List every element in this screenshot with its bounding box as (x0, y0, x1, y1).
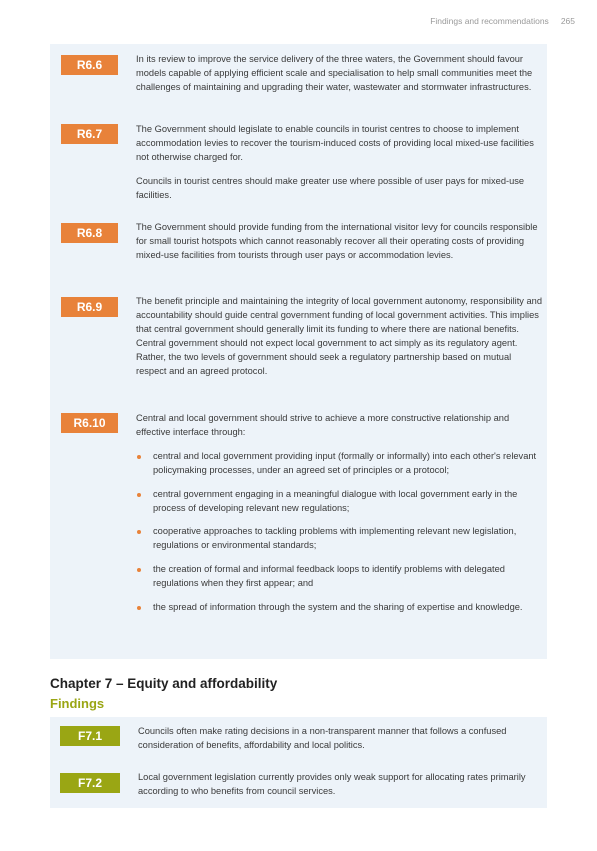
recommendation-paragraph: The Government should provide funding from the international visitor levy for councils responsible for small tourist hotspots which cannot reasonably recover all their operating costs of providing mixed-use facilities from tourists through user pays or accommodation levies. (136, 222, 538, 260)
finding-badge: F7.1 (60, 726, 120, 746)
recommendation-text (136, 412, 543, 615)
running-title: Findings and recommendations (430, 16, 549, 26)
recommendation-paragraph: In its review to improve the service delivery of the three waters, the Government should favour models capable of applying efficient scale and specialisation to help small communities meet the challenges of maintaining and upgrading their water, wastewater and stormwater infrastructures. (136, 54, 533, 92)
bullet-list (136, 450, 543, 615)
recommendation-badge: R6.9 (61, 297, 118, 317)
bullet-item: the spread of information through the system and the sharing of expertise and knowledge. (136, 601, 543, 615)
finding-text: Councils often make rating decisions in a non-transparent manner that follows a confused consideration of benefits, affordability and local politics. (138, 726, 507, 750)
recommendation-badge: R6.10 (61, 413, 118, 433)
recommendation-badge: R6.8 (61, 223, 118, 243)
recommendation-text (136, 53, 543, 95)
recommendation-badge: R6.7 (61, 124, 118, 144)
finding-badge: F7.2 (60, 773, 120, 793)
finding-text: Local government legislation currently provides only weak support for allocating rates primarily according to who benefits from council services. (138, 772, 526, 796)
recommendation-text (136, 123, 543, 203)
bullet-dot-icon (137, 530, 141, 534)
findings-heading: Findings (50, 696, 105, 711)
recommendation-paragraph: The benefit principle and maintaining the integrity of local government autonomy, responsibility and accountability should guide central government funding of local government activities. This implies that central government should generally limit its funding to where there are national benefits. Central government should not expect local government to act simply as its regulatory agent. Rather, the two levels of government should seek a regulatory partnership based on mutual respect and an agreed protocol. (136, 296, 543, 376)
bullet-item: the creation of formal and informal feedback loops to identify problems with delegated regulations when they first appear; and (136, 563, 543, 591)
chapter-heading: Chapter 7 – Equity and affordability (50, 676, 278, 691)
recommendation-text (136, 221, 543, 263)
page-number: 265 (560, 16, 575, 26)
bullet-item: central and local government providing input (formally or informally) into each other's relevant policymaking processes, under an agreed set of principles or a protocol; (136, 450, 543, 478)
bullet-dot-icon (137, 606, 141, 610)
recommendations-panel (50, 44, 547, 659)
bullet-dot-icon (137, 493, 141, 497)
findings-panel (50, 717, 547, 808)
bullet-dot-icon (137, 568, 141, 572)
recommendation-badge: R6.6 (61, 55, 118, 75)
bullet-item: cooperative approaches to tackling problems with implementing relevant new legislation, regulations or environmental standards; (136, 525, 543, 553)
recommendation-text (136, 295, 543, 378)
bullet-dot-icon (137, 455, 141, 459)
bullet-item: central government engaging in a meaningful dialogue with local government early in the process of developing relevant new regulations; (136, 488, 543, 516)
recommendation-paragraph: The Government should legislate to enable councils in tourist centres to choose to implement accommodation levies to recover the tourism-induced costs of providing local mixed-use facilities not otherwise charged for. (136, 124, 534, 162)
recommendation-intro: Central and local government should strive to achieve a more constructive relationship and effective interface through: (136, 413, 510, 437)
recommendation-paragraph: Councils in tourist centres should make greater use where possible of user pays for mixed-use facilities. (136, 175, 525, 200)
page-header (430, 16, 575, 26)
